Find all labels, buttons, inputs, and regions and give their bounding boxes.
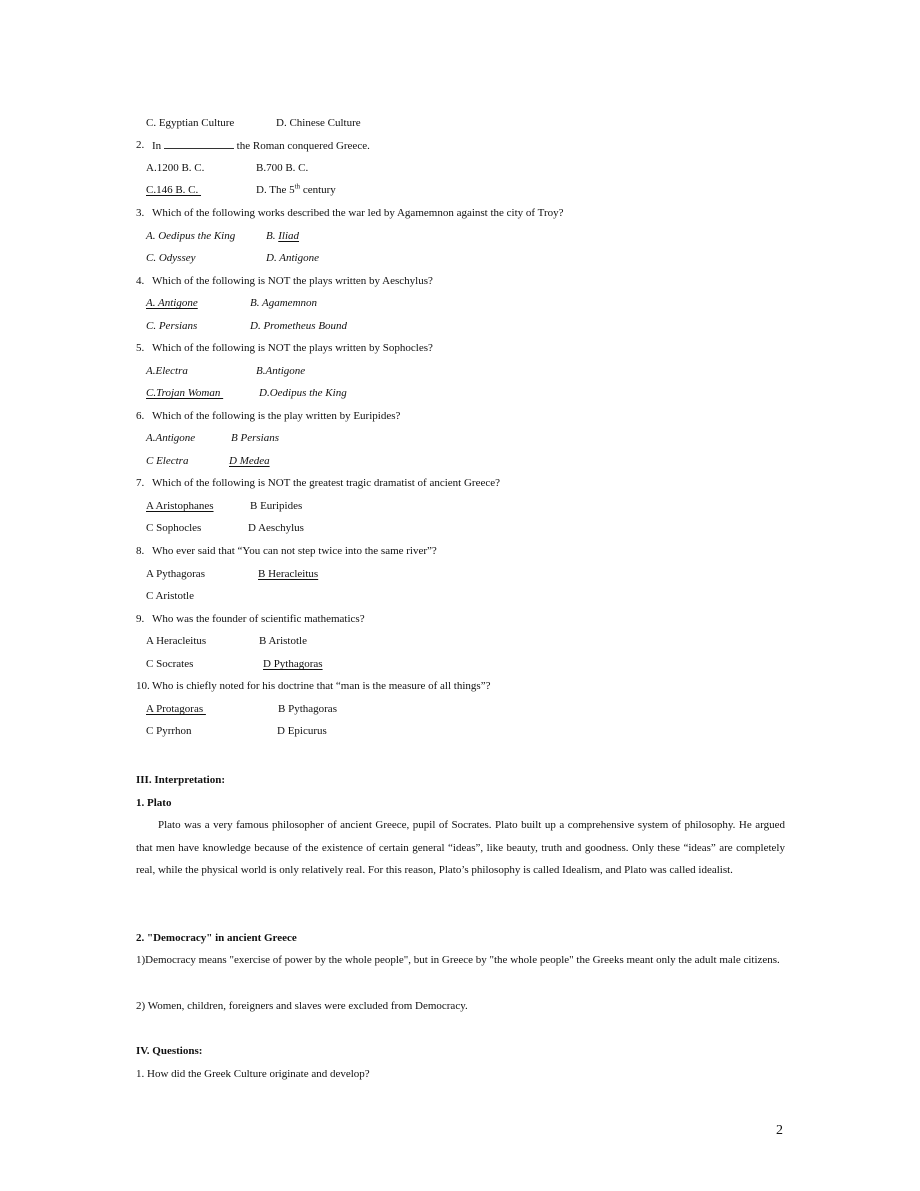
q4-option-a-answer: A. Antigone [146, 297, 198, 309]
q5-option-a: A.Electra [146, 365, 188, 377]
q7-question: Which of the following is NOT the greatest tragic dramatist of ancient Greece? [152, 477, 500, 489]
q7-option-a-answer: A Aristophanes [146, 500, 214, 512]
q7-option-c: C Sophocles [146, 522, 202, 534]
q6-option-b: B Persians [231, 432, 279, 444]
q1-option-c: C. Egyptian Culture [146, 117, 235, 129]
q3-question: Which of the following works described the war led by Agamemnon against the city of Troy? [152, 207, 564, 219]
q2-question-pre: In [152, 140, 162, 152]
q9-question: Who was the founder of scientific mathematics? [152, 613, 365, 625]
section-4-question-1: 1. How did the Greek Culture originate and develop? [136, 1068, 370, 1080]
q8-option-c: C Aristotle [146, 590, 194, 602]
q2-option-d-sup: th [294, 182, 301, 191]
section-4-heading: IV. Questions: [136, 1045, 203, 1057]
q6-option-c: C Electra [146, 455, 189, 467]
q10-number: 10. [136, 680, 150, 692]
q4-option-c: C. Persians [146, 320, 198, 332]
plato-text: Plato was a very famous philosopher of ancient Greece, pupil of Socrates. Plato built up a comprehensive system of philosophy. He argued that men have knowledge because of the existence of certain general “ideas”, like beauty, truth and goodness. Only these “ideas” are completely real, while the physical world is only relatively real. For this reason, Plato’s philosophy is called Idealism, and Plato was called idealist. [136, 819, 785, 876]
q6-option-a: A.Antigone [146, 432, 196, 444]
q4-option-b: B. Agamemnon [250, 297, 318, 309]
democracy-paragraph-2: 2) Women, children, foreigners and slaves were excluded from Democracy. [136, 1000, 468, 1012]
democracy-paragraph-1: 1)Democracy means "exercise of power by the whole people", but in Greece by "the whole people" the Greeks meant only the adult male citizens. [136, 954, 780, 966]
q5-option-d: D.Oedipus the King [259, 387, 347, 399]
q8-option-a: A Pythagoras [146, 568, 205, 580]
plato-heading: 1. Plato [136, 797, 172, 809]
q2-option-d-post: century [300, 184, 336, 196]
q10-option-d: D Epicurus [277, 725, 327, 737]
q4-question: Which of the following is NOT the plays written by Aeschylus? [152, 275, 433, 287]
q1-option-d: D. Chinese Culture [276, 117, 361, 129]
q6-question: Which of the following is the play written by Euripides? [152, 410, 401, 422]
q5-option-c-answer: C.Trojan Woman [146, 387, 224, 399]
q2-option-c-answer: C.146 B. C. [146, 184, 202, 196]
q5-question: Which of the following is NOT the plays written by Sophocles? [152, 342, 433, 354]
democracy-heading: 2. "Democracy" in ancient Greece [136, 932, 297, 944]
q10-option-b: B Pythagoras [278, 703, 337, 715]
q3-option-b [266, 229, 299, 243]
page-number: 2 [776, 1123, 783, 1138]
q7-option-d: D Aeschylus [248, 522, 304, 534]
q3-option-b-pre: B. [266, 230, 279, 242]
q2-question-post: the Roman conquered Greece. [236, 140, 370, 152]
q10-option-c: C Pyrrhon [146, 725, 192, 737]
q8-question: Who ever said that “You can not step twice into the same river”? [152, 545, 437, 557]
q2-option-b: B.700 B. C. [256, 162, 309, 174]
q6-number: 6. [136, 410, 145, 422]
q2-option-d [256, 183, 336, 197]
q9-option-d-answer: D Pythagoras [263, 658, 323, 670]
q4-option-d: D. Prometheus Bound [250, 320, 348, 332]
q2-option-a: A.1200 B. C. [146, 162, 205, 174]
plato-paragraph [136, 814, 785, 882]
q2-question [152, 138, 370, 153]
q2-blank [164, 138, 234, 149]
q7-number: 7. [136, 477, 145, 489]
section-3-heading: III. Interpretation: [136, 774, 226, 786]
q4-number: 4. [136, 275, 145, 287]
q9-option-a: A Heracleitus [146, 635, 207, 647]
q3-number: 3. [136, 207, 145, 219]
q5-option-b: B.Antigone [256, 365, 306, 377]
q10-option-a-answer: A Protagoras [146, 703, 206, 715]
q8-number: 8. [136, 545, 145, 557]
q7-option-b: B Euripides [250, 500, 303, 512]
q2-option-d-pre: D. The 5 [256, 184, 295, 196]
q3-option-a: A. Oedipus the King [146, 230, 236, 242]
q2-number: 2. [136, 139, 145, 151]
q3-option-d: D. Antigone [266, 252, 319, 264]
q9-number: 9. [136, 613, 145, 625]
q9-option-b: B Aristotle [259, 635, 307, 647]
q9-option-c: C Socrates [146, 658, 194, 670]
q3-option-b-answer: Iliad [278, 230, 300, 242]
q10-question: Who is chiefly noted for his doctrine that “man is the measure of all things”? [152, 680, 491, 692]
q3-option-c: C. Odyssey [146, 252, 196, 264]
q6-option-d-answer: D Medea [229, 455, 270, 467]
q5-number: 5. [136, 342, 145, 354]
q8-option-b-answer: B Heracleitus [258, 568, 319, 580]
